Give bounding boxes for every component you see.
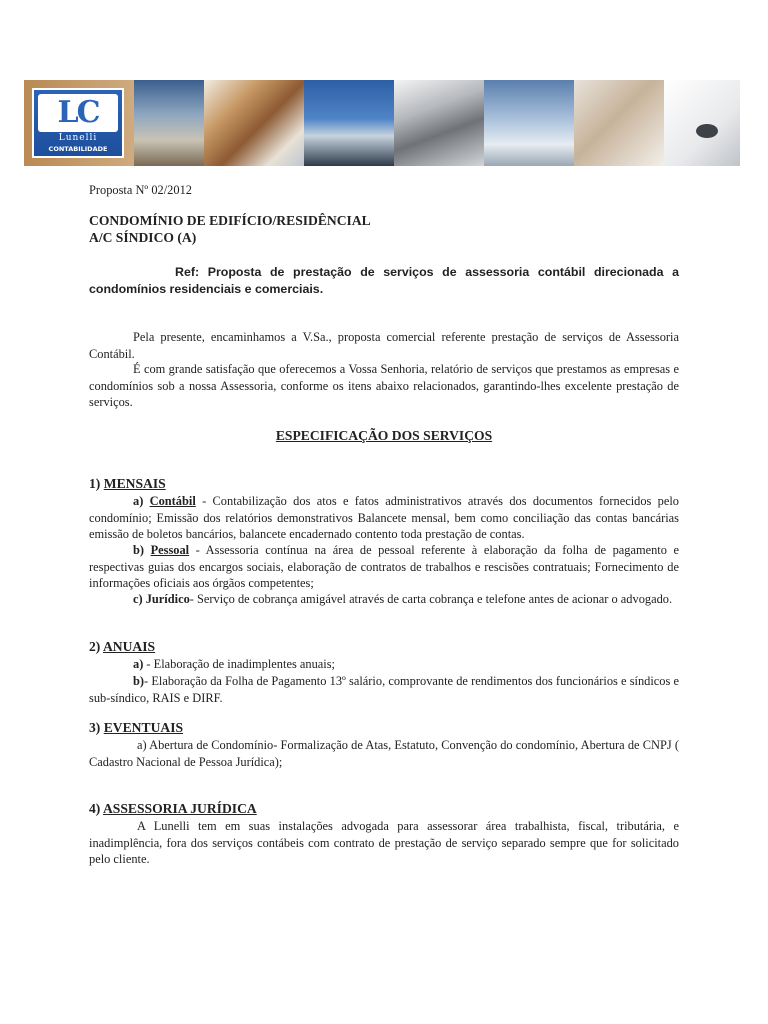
banner-photo-building	[134, 80, 204, 166]
logo-subtitle: CONTABILIDADE	[48, 145, 108, 153]
section-1-title: MENSAIS	[103, 476, 166, 491]
intro-paragraph-2: É com grande satisfação que oferecemos a Vossa Senhoria, relatório de serviços que prestamos as empresas e condomínios sob a nossa Assessoria, conforme os itens abaixo relacionados, garantindo-lhes excelente prestação de serviços.	[89, 362, 679, 409]
section-1c-text: - Serviço de cobrança amigável através de carta cobrança e telefone antes de acionar o advogado.	[189, 592, 673, 606]
mouse-icon	[696, 124, 718, 138]
logo-mark	[38, 94, 118, 132]
section-2a	[89, 656, 679, 673]
proposal-number: Proposta Nº 02/2012	[89, 183, 192, 197]
section-3a: a) Abertura de Condomínio- Formalização de Atas, Estatuto, Convenção do condomínio, Abertura de CNPJ ( Cadastro Nacional de Pessoa Jurídica);	[89, 738, 679, 769]
section-1-number: 1)	[89, 476, 104, 491]
section-4-heading	[89, 801, 679, 818]
section-1-heading	[89, 476, 679, 493]
section-3-number: 3)	[89, 720, 104, 735]
reference-line: Ref: Proposta de prestação de serviços de assessoria contábil direcionada a condomínios residenciais e comerciais.	[89, 265, 679, 296]
section-2b-text: - Elaboração da Folha de Pagamento 13º salário, comprovante de rendimentos dos funcionários e síndicos e sub-síndico, RAIS e DIRF.	[89, 674, 679, 705]
banner-photo-mouse	[664, 80, 740, 166]
section-2a-text: - Elaboração de inadimplentes anuais;	[143, 657, 335, 671]
company-logo	[32, 88, 124, 158]
banner-photo-people	[204, 80, 304, 166]
section-1b-text: - Assessoria contínua na área de pessoal referente à elaboração da folha de pagamento e respectivas guias dos encargos sociais, elaboração de contratos de trabalhos e rescisões contratuais; Fornecimento de informações oficiais aos órgãos competentes;	[89, 543, 679, 590]
intro-paragraph-1: Pela presente, encaminhamos a V.Sa., proposta comercial referente prestação de serviços de Assessoria Contábil.	[89, 330, 679, 361]
section-4-title: ASSESSORIA JURÍDICA	[102, 801, 257, 816]
section-1b	[89, 542, 679, 592]
banner-photo-keyboard	[394, 80, 484, 166]
section-3-title: EVENTUAIS	[103, 720, 184, 735]
banner-photo-hands	[574, 80, 664, 166]
section-4-text: A Lunelli tem em suas instalações advogada para assessorar área trabalhista, fiscal, tributária, e inadimplência, fora dos serviços contábeis com contrato de prestação de serviço separado sempre que for solicitado pelo cliente.	[89, 819, 679, 866]
addressee-line-1: CONDOMÍNIO DE EDIFÍCIO/RESIDÊNCIAL	[89, 213, 371, 228]
section-1a	[89, 493, 679, 543]
banner-photo-bridge	[484, 80, 574, 166]
section-1c-label: c) Jurídico	[133, 592, 190, 606]
section-3-heading	[89, 720, 679, 737]
addressee-line-2: A/C SÍNDICO (A)	[89, 230, 197, 245]
section-1b-term: Pessoal	[150, 543, 190, 557]
section-1b-label: b)	[133, 543, 151, 557]
section-2b	[89, 673, 679, 706]
logo-mark-text: LC	[57, 95, 99, 130]
spec-title: ESPECIFICAÇÃO DOS SERVIÇOS	[275, 428, 493, 443]
section-1a-term: Contábil	[149, 494, 196, 508]
logo-name: Lunelli	[58, 133, 98, 143]
banner-photo-statue	[304, 80, 394, 166]
section-1a-text: - Contabilização dos atos e fatos administrativos através dos documentos fornecidos pelo condomínio; Emissão dos relatórios demonstrativos Balancete mensal, bem como conciliação das contas bancárias emissão de boletos bancários, balancete encadernado contento toda prestação de contas.	[89, 494, 679, 541]
section-2-title: ANUAIS	[102, 639, 156, 654]
section-2a-label: a)	[133, 657, 144, 671]
section-2-number: 2)	[89, 639, 103, 654]
header-banner	[24, 80, 740, 166]
section-1c	[89, 591, 679, 608]
section-4-number: 4)	[89, 801, 103, 816]
section-1a-label: a)	[133, 494, 150, 508]
section-2b-label: b)	[133, 674, 145, 688]
section-2-heading	[89, 639, 679, 656]
